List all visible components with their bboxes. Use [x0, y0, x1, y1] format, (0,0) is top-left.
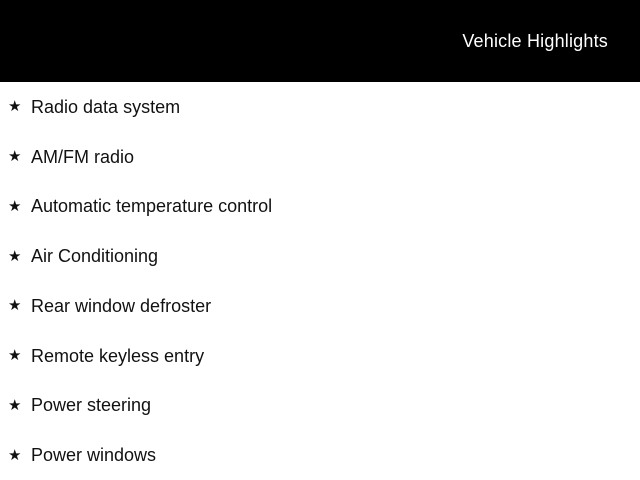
list-item — [0, 430, 640, 480]
list-item — [0, 331, 640, 381]
vehicle-feature-list — [0, 82, 640, 480]
list-item-label: AM/FM radio — [31, 146, 135, 167]
list-item — [0, 182, 640, 232]
list-item-label: Remote keyless entry — [31, 345, 205, 366]
header-banner — [0, 0, 640, 82]
star-icon: ★ — [8, 247, 22, 265]
list-item-label: Radio data system — [31, 96, 181, 117]
star-icon: ★ — [8, 396, 22, 414]
star-icon: ★ — [8, 347, 22, 365]
star-icon: ★ — [8, 98, 22, 116]
star-icon: ★ — [8, 148, 22, 166]
list-item — [0, 281, 640, 331]
list-item-label: Air Conditioning — [31, 246, 159, 267]
list-item — [0, 132, 640, 182]
list-item — [0, 82, 640, 132]
star-icon: ★ — [8, 446, 22, 464]
list-item-label: Power windows — [31, 445, 157, 466]
list-item — [0, 381, 640, 431]
list-item — [0, 231, 640, 281]
star-icon: ★ — [8, 197, 22, 215]
list-item-label: Power steering — [31, 395, 152, 416]
page-title: Vehicle Highlights — [462, 31, 608, 51]
list-item-label: Automatic temperature control — [31, 196, 273, 217]
star-icon: ★ — [8, 297, 22, 315]
list-item-label: Rear window defroster — [31, 295, 212, 316]
